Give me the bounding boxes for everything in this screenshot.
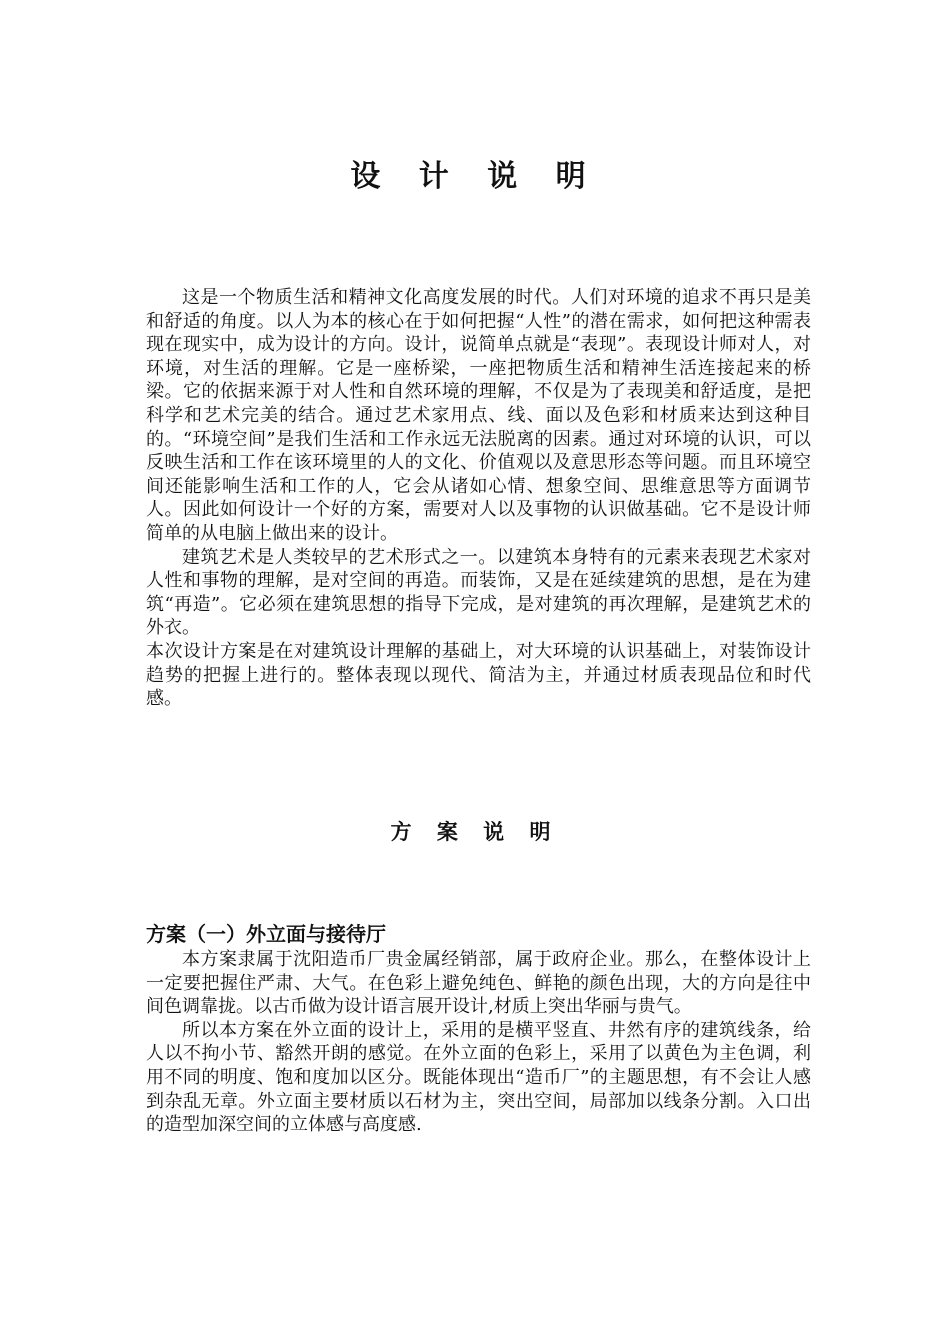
intro-paragraph-2: 建筑艺术是人类较早的艺术形式之一。以建筑本身特有的元素来表现艺术家对人性和事物的理解，是对空间的再造。而装饰，又是在延续建筑的思想，是在为建筑“再造”。它必须在建筑思想的指导下完成，是对建筑的再次理解，是建筑艺术的外衣。 bbox=[146, 546, 811, 639]
section-title: 方 案 说 明 bbox=[390, 820, 560, 844]
intro-paragraph-1: 这是一个物质生活和精神文化高度发展的时代。人们对环境的追求不再只是美和舒适的角度。以人为本的核心在于如何把握“人性”的潜在需求，如何把这种需表现在现实中，成为设计的方向。设计，说简单点就是“表现”。表现设计师对人，对环境，对生活的理解。它是一座桥梁，一座把物质生活和精神生活连接起来的桥梁。它的依据来源于对人性和自然环境的理解，不仅是为了表现美和舒适度，是把科学和艺术完美的结合。通过艺术家用点、线、面以及色彩和材质来达到这种目的。“环境空间”是我们生活和工作永远无法脱离的因素。通过对环境的认识，可以反映生活和工作在该环境里的人的文化、价值观以及意思形态等问题。而且环境空间还能影响生活和工作的人，它会从诸如心情、想象空间、思维意思等方面调节人。因此如何设计一个好的方案，需要对人以及事物的认识做基础。它不是设计师简单的从电脑上做出来的设计。 bbox=[146, 287, 811, 544]
intro-paragraph-3: 本次设计方案是在对建筑设计理解的基础上，对大环境的认识基础上，对装饰设计趋势的把握上进行的。整体表现以现代、简洁为主，并通过材质表现品位和时代感。 bbox=[146, 640, 811, 710]
scheme-paragraph-2: 所以本方案在外立面的设计上，采用的是横平竖直、井然有序的建筑线条，给人以不拘小节、豁然开朗的感觉。在外立面的色彩上，采用了以黄色为主色调，利用不同的明度、饱和度加以区分。既能体现出“造币厂”的主题思想，有不会让人感到杂乱无章。外立面主要材质以石材为主，突出空间，局部加以线条分割。入口出的造型加深空间的立体感与高度感. bbox=[146, 1019, 811, 1136]
scheme-description bbox=[146, 948, 811, 1137]
page-title: 设 计 说 明 bbox=[350, 159, 600, 194]
scheme-paragraph-1: 本方案隶属于沈阳造币厂贵金属经销部，属于政府企业。那么，在整体设计上一定要把握住严肃、大气。在色彩上避免纯色、鲜艳的颜色出现，大的方向是往中间色调靠拢。以古币做为设计语言展开设计,材质上突出华丽与贵气。 bbox=[146, 949, 811, 1018]
design-description bbox=[146, 286, 811, 711]
scheme-heading: 方案（一）外立面与接待厅 bbox=[146, 922, 386, 946]
